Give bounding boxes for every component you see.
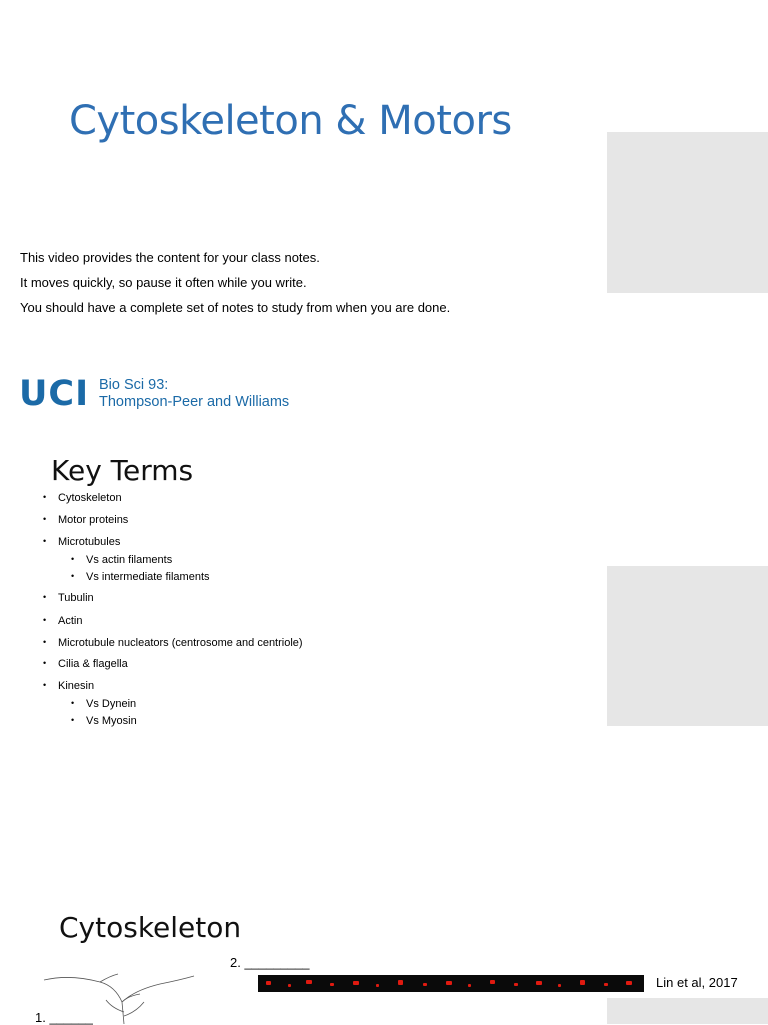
uci-logo: UCI: [19, 374, 90, 414]
term-item: • Microtubules: [58, 536, 303, 554]
key-terms-list: [58, 492, 303, 732]
course-line-2: Thompson-Peer and Williams: [99, 394, 290, 410]
subterm-item: • Vs intermediate filaments: [86, 571, 331, 592]
course-line-1: Bio Sci 93:: [99, 377, 169, 393]
slide-title-main: Cytoskeleton & Motors: [69, 98, 512, 144]
blank-label-1: 1. ______: [35, 1010, 93, 1025]
video-placeholder-panel-3: [607, 998, 768, 1024]
course-info: [99, 377, 289, 411]
blank-label-2: 2. _________: [230, 955, 310, 970]
subterm-item: • Vs actin filaments: [86, 554, 331, 571]
note-line-1: This video provides the content for your class notes.: [20, 250, 320, 265]
subterm-item: • Vs Dynein: [86, 698, 331, 715]
video-placeholder-panel-2: [607, 566, 768, 726]
citation-text: Lin et al, 2017: [656, 975, 738, 990]
term-item: • Microtubule nucleators (centrosome and centriole): [58, 637, 303, 658]
term-item: • Cytoskeleton: [58, 492, 303, 514]
subterm-item: • Vs Myosin: [86, 715, 331, 732]
term-item: • Kinesin: [58, 680, 303, 698]
term-item: • Tubulin: [58, 592, 303, 615]
term-item: • Motor proteins: [58, 514, 303, 536]
term-item: • Cilia & flagella: [58, 658, 303, 680]
note-line-3: You should have a complete set of notes to study from when you are done.: [20, 300, 451, 315]
video-placeholder-panel: [607, 132, 768, 293]
cytoskeleton-heading: Cytoskeleton: [59, 911, 242, 944]
term-item: • Actin: [58, 615, 303, 637]
class-notes-text: [20, 245, 450, 320]
microscopy-image: [258, 975, 644, 992]
note-line-2: It moves quickly, so pause it often while you write.: [20, 275, 307, 290]
key-terms-heading: Key Terms: [51, 454, 194, 487]
